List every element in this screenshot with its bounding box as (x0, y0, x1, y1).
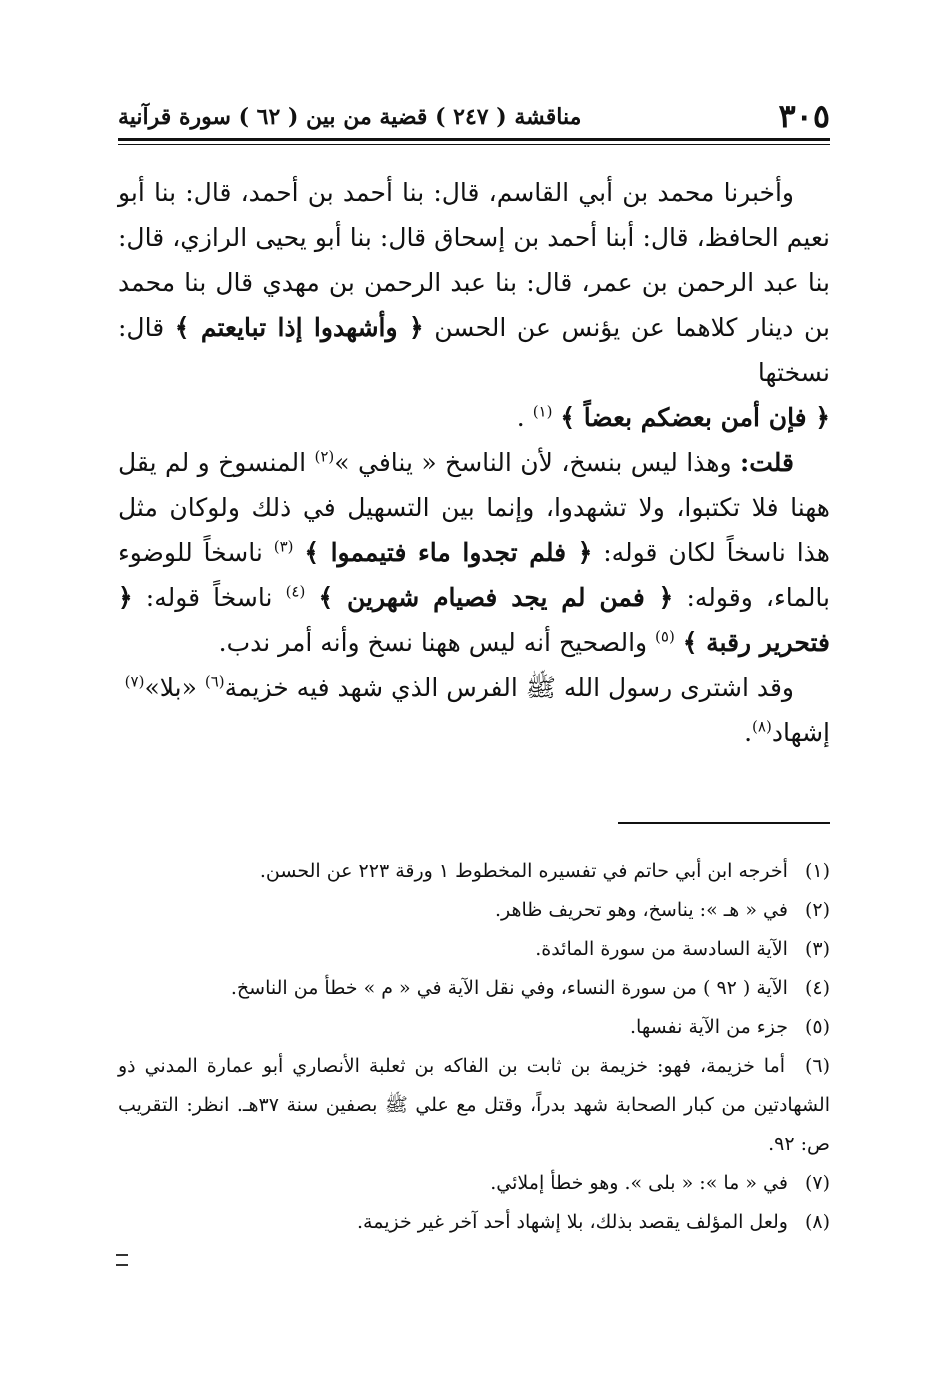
paragraph-3-text-3: إشهاد (771, 718, 830, 747)
quran-quote-2: ﴿ فإن أمن بعضكم بعضاً ﴾ (560, 403, 830, 432)
paragraph-3 (118, 665, 830, 755)
footnote-2 (118, 891, 830, 930)
page-number: ٣٠٥ (778, 97, 830, 135)
footnote-separator (618, 822, 830, 824)
paragraph-3-text-2: «بلا» (144, 673, 197, 702)
footnote-number: (٦) (804, 1055, 830, 1077)
footnote-text: في « هـ »: يناسخ، وهو تحريف ظاهر. (494, 899, 788, 921)
footnote-number: (٨) (804, 1211, 830, 1233)
paragraph-2-text-2: المنسوخ و لم يقل ههنا فلا تكتبوا، ولا تشهدوا، وإنما بين التسهيل في ذلك ولوكان مثل هذا ناسخاً لكان قوله: (118, 448, 830, 567)
footnote-number: (١) (804, 860, 830, 882)
footnote-text: ولعل المؤلف يقصد بذلك، بلا إشهاد أحد آخر غير خزيمة. (356, 1211, 788, 1233)
page-header (118, 96, 830, 136)
paragraph-3-end: . (744, 718, 753, 747)
paragraph-3-text-1: وقد اشترى رسول الله ﷺ الفرس الذي شهد فيه خزيمة (224, 673, 794, 702)
main-text (118, 170, 830, 755)
quran-quote-5: ﴿ فتحرير رقبة ﴾ (118, 583, 830, 657)
footnote-ref-4: (٤) (285, 582, 306, 601)
footnote-ref-8: (٨) (752, 717, 772, 736)
footnote-text: الآية السادسة من سورة المائدة. (535, 938, 788, 960)
footnote-4 (118, 969, 830, 1008)
header-rule-thick (118, 138, 830, 141)
footnotes (118, 852, 830, 1242)
quran-quote-4: ﴿ فمن لم يجد فصيام شهرين ﴾ (318, 583, 674, 612)
footnote-6 (118, 1047, 830, 1164)
footnote-text: جزء من الآية نفسها. (630, 1016, 788, 1038)
footnote-text: الآية ( ٩٢ ) من سورة النساء، وفي نقل الآية في « م » خطأ من الناسخ. (230, 977, 788, 999)
footnote-1 (118, 852, 830, 891)
quran-quote-1: ﴿ وأشهدوا إذا تبايعتم ﴾ (174, 313, 424, 342)
paragraph-1-text: وأخبرنا محمد بن أبي القاسم، قال: بنا أحمد بن أحمد، قال: بنا أبو نعيم الحافظ، قال: أبنا أحمد بن إسحاق قال: بنا أبو يحيى الرازي، قال: بنا عبد الرحمن بن عمر، قال: بنا عبد الرحمن بن مهدي قال بنا محمد بن دينار كلاهما عن يؤنس عن الحسن (118, 178, 831, 342)
footnote-text: في « ما »: « بلى ». وهو خطأ إملائي. (490, 1172, 788, 1194)
footnote-ref-7: (٧) (124, 672, 145, 691)
footnote-ref-1: (١) (532, 402, 553, 421)
footnote-7 (118, 1164, 830, 1203)
footnote-ref-3: (٣) (273, 537, 294, 556)
footnote-number: (٧) (804, 1172, 830, 1194)
paragraph-1-text-2: قال: نسختها (118, 313, 830, 387)
scan-mark-icon (116, 1254, 128, 1266)
footnote-number: (٢) (804, 899, 830, 921)
qultu-label: قلت: (740, 448, 795, 477)
footnote-ref-5: (٥) (655, 627, 675, 646)
footnote-text: أخرجه ابن أبي حاتم في تفسيره المخطوط ١ ورقة ٢٢٣ عن الحسن. (259, 860, 788, 882)
paragraph-2-text-3: ناسخاً للوضوء بالماء، وقوله: (118, 538, 831, 612)
quran-quote-3: ﴿ فلم تجدوا ماء فتيمموا ﴾ (304, 538, 593, 567)
paragraph-2 (118, 440, 830, 665)
footnote-text: أما خزيمة، فهو: خزيمة بن ثابت بن الفاكه بن ثعلبة الأنصاري أبو عمارة المدني ذو الشهادتين من كبار الصحابة شهد بدراً، وقتل مع علي ﷺ بصفين سنة ٣٧هـ. انظر: التقريب ص: ٩٢. (118, 1055, 830, 1155)
paragraph-2-text-4: ناسخاً قوله: (145, 583, 273, 612)
paragraph-2-text-5: والصحيح أنه ليس ههنا نسخ وأنه أمر ندب. (218, 628, 648, 657)
footnote-number: (٣) (804, 938, 830, 960)
footnote-8 (118, 1203, 830, 1242)
footnote-3 (118, 930, 830, 969)
footnote-5 (118, 1008, 830, 1047)
paragraph-1 (118, 170, 830, 440)
running-title: مناقشة ( ٢٤٧ ) قضية من بين ( ٦٢ ) سورة قرآنية (118, 104, 582, 130)
footnote-number: (٤) (804, 977, 830, 999)
footnote-ref-2: (٢) (314, 447, 335, 466)
header-rule-thin (118, 144, 830, 145)
footnote-ref-6: (٦) (204, 672, 225, 691)
paragraph-1-end: . (516, 403, 525, 432)
footnote-number: (٥) (804, 1016, 830, 1038)
paragraph-2-text-1: وهذا ليس بنسخ، لأن الناسخ « ينافي » (334, 448, 732, 477)
